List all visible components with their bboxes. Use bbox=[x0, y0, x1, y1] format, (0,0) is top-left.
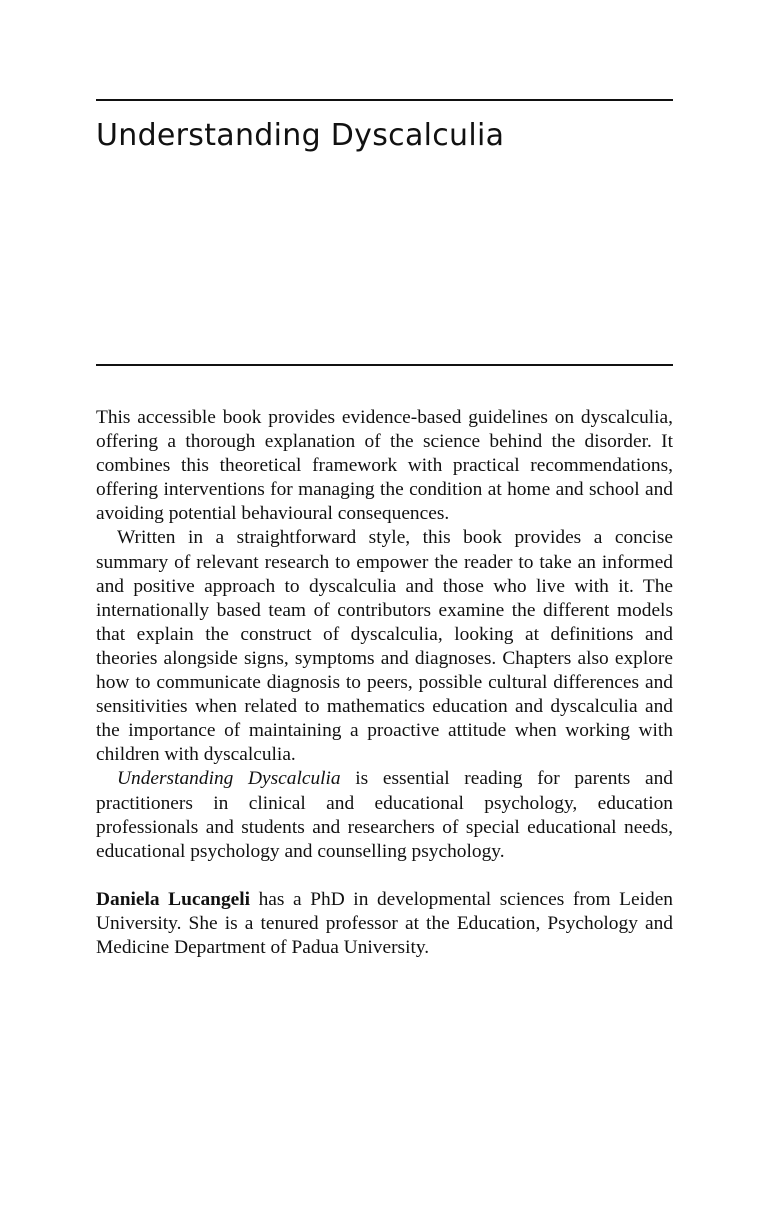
description-paragraph-3 bbox=[96, 767, 673, 863]
book-description bbox=[96, 406, 673, 960]
description-paragraph-3-text: is essential reading for parents and practitioners in clinical and educational psychology, education professionals and students and researchers of special educational needs, educational psychology and counselling psychology. bbox=[96, 768, 673, 862]
top-rule bbox=[96, 99, 673, 101]
bottom-rule bbox=[96, 364, 673, 366]
description-paragraph-2: Written in a straightforward style, this book provides a concise summary of relevant research to empower the reader to take an informed and positive approach to dyscalculia and those who live with it. The internationally based team of contributors examine the different models that explain the construct of dyscalculia, looking at definitions and theories alongside signs, symptoms and diagnoses. Chapters also explore how to communicate diagnosis to peers, possible cultural differences and sensitivities when related to mathematics education and dyscalculia and the importance of maintaining a proactive attitude when working with children with dyscalculia. bbox=[96, 527, 673, 766]
book-title: Understanding Dyscalculia bbox=[96, 118, 505, 153]
author-bio bbox=[96, 888, 673, 960]
author-name: Daniela Lucangeli bbox=[96, 888, 251, 910]
author-bio-text: has a PhD in developmental sciences from Leiden University. She is a tenured professor at the Education, Psychology and Medicine Department of Padua University. bbox=[96, 888, 673, 958]
description-paragraph-1: This accessible book provides evidence-based guidelines on dyscalculia, offering a thorough explanation of the science behind the disorder. It combines this theoretical framework with practical recommendations, offering interventions for managing the condition at home and school and avoiding potential behavioural consequences. bbox=[96, 407, 673, 525]
book-title-italic: Understanding Dyscalculia bbox=[117, 768, 341, 790]
